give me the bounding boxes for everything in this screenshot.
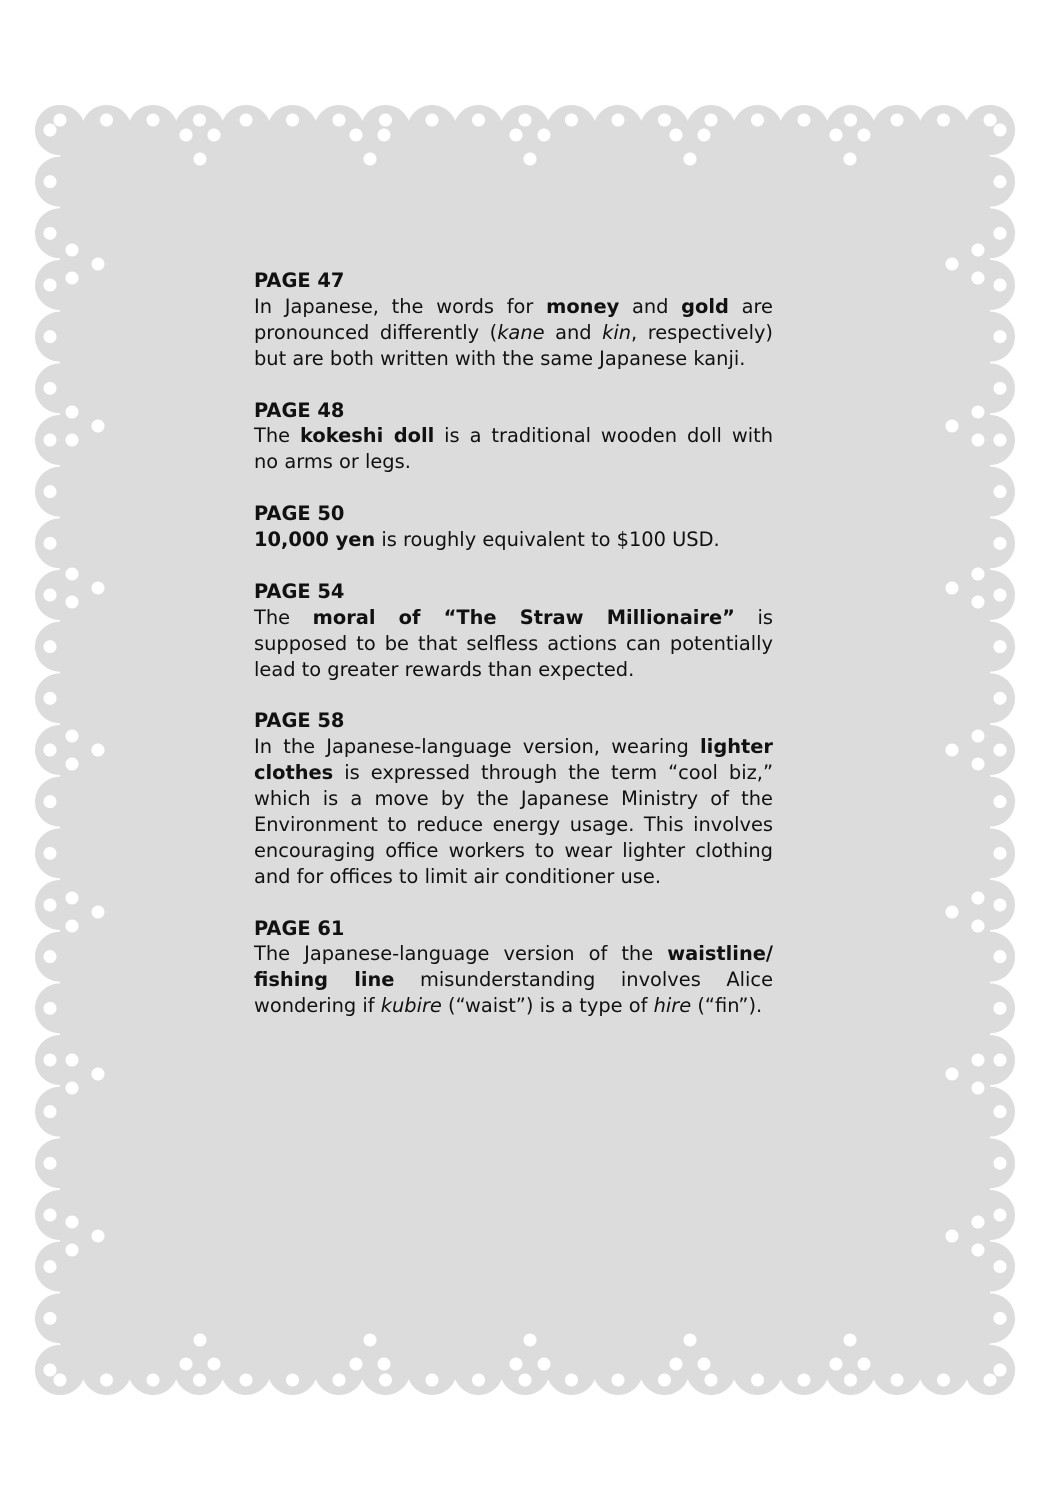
emphasized-term: gold xyxy=(681,294,729,318)
lace-eyelet xyxy=(891,114,904,127)
lace-eyelet xyxy=(66,434,79,447)
lace-eyelet xyxy=(44,1105,57,1118)
note-section xyxy=(254,268,773,372)
lace-scallop xyxy=(35,1345,85,1395)
lace-eyelet xyxy=(994,795,1007,808)
lace-scallop xyxy=(35,880,85,930)
lace-eyelet xyxy=(92,1068,105,1081)
lace-eyelet xyxy=(994,1157,1007,1170)
lace-eyelet xyxy=(891,1374,904,1387)
lace-scallop xyxy=(268,1345,318,1395)
lace-eyelet xyxy=(472,114,485,127)
body-text: misunderstanding involves Alice wondering if xyxy=(254,968,773,1018)
lace-scallop xyxy=(547,1345,597,1395)
lace-eyelet xyxy=(658,114,671,127)
lace-eyelet xyxy=(751,1374,764,1387)
lace-eyelet xyxy=(44,330,57,343)
lace-scallop xyxy=(733,1345,783,1395)
lace-scallop xyxy=(965,518,1015,568)
lace-eyelet xyxy=(364,1334,377,1347)
lace-eyelet xyxy=(44,537,57,550)
lace-eyelet xyxy=(426,114,439,127)
lace-eyelet xyxy=(333,114,346,127)
lace-scallop xyxy=(35,312,85,362)
lace-eyelet xyxy=(66,1216,79,1229)
lace-eyelet xyxy=(66,406,79,419)
lace-scallop xyxy=(35,828,85,878)
lace-scallop xyxy=(640,105,690,155)
lace-eyelet xyxy=(208,129,221,142)
lace-scallop xyxy=(965,880,1015,930)
lace-scallop xyxy=(547,105,597,155)
lace-eyelet xyxy=(937,1374,950,1387)
lace-scallop xyxy=(872,1345,922,1395)
lace-eyelet xyxy=(830,1358,843,1371)
lace-eyelet xyxy=(994,1002,1007,1015)
lace-eyelet xyxy=(44,692,57,705)
lace-eyelet xyxy=(193,114,206,127)
lace-eyelet xyxy=(364,153,377,166)
lace-scallop xyxy=(965,105,1015,155)
lace-eyelet xyxy=(180,1358,193,1371)
lace-scallop xyxy=(965,1190,1015,1240)
note-heading: PAGE 61 xyxy=(254,916,345,940)
lace-scallop xyxy=(593,1345,643,1395)
lace-eyelet xyxy=(994,1054,1007,1067)
lace-eyelet xyxy=(519,1374,532,1387)
lace-scallop xyxy=(965,932,1015,982)
lace-eyelet xyxy=(698,1358,711,1371)
lace-eyelet xyxy=(612,1374,625,1387)
emphasized-term: lighter clothes xyxy=(254,735,773,785)
emphasized-term: 10,000 yen xyxy=(254,528,376,552)
lace-eyelet xyxy=(972,1054,985,1067)
lace-scallop xyxy=(35,1190,85,1240)
note-heading: PAGE 54 xyxy=(254,579,345,603)
emphasized-term: waistline/ fishing line xyxy=(254,942,773,992)
lace-eyelet xyxy=(240,114,253,127)
note-section xyxy=(254,398,773,476)
lace-eyelet xyxy=(378,129,391,142)
lace-eyelet xyxy=(844,153,857,166)
lace-eyelet xyxy=(44,1002,57,1015)
body-text: are pronounced differently ( xyxy=(254,294,773,344)
lace-scallop xyxy=(175,1345,225,1395)
lace-eyelet xyxy=(44,589,57,602)
lace-eyelet xyxy=(830,129,843,142)
lace-eyelet xyxy=(92,744,105,757)
lace-eyelet xyxy=(946,744,959,757)
lace-eyelet xyxy=(994,382,1007,395)
italic-term: kane xyxy=(497,320,545,344)
body-text: , respectively) but are both written with the same Japanese kanji. xyxy=(254,320,773,370)
lace-eyelet xyxy=(798,1374,811,1387)
lace-scallop xyxy=(965,157,1015,207)
lace-eyelet xyxy=(147,114,160,127)
lace-eyelet xyxy=(66,596,79,609)
lace-eyelet xyxy=(194,153,207,166)
lace-eyelet xyxy=(44,899,57,912)
lace-eyelet xyxy=(972,892,985,905)
lace-eyelet xyxy=(286,114,299,127)
lace-eyelet xyxy=(44,795,57,808)
note-section xyxy=(254,916,773,1020)
lace-eyelet xyxy=(972,568,985,581)
lace-scallop xyxy=(407,105,457,155)
lace-eyelet xyxy=(350,1358,363,1371)
lace-eyelet xyxy=(994,330,1007,343)
lace-scallop xyxy=(454,1345,504,1395)
body-text: and xyxy=(544,320,603,344)
lace-scallop xyxy=(779,105,829,155)
lace-eyelet xyxy=(66,1054,79,1067)
body-text: The xyxy=(254,605,313,629)
lace-scallop xyxy=(965,260,1015,310)
lace-eyelet xyxy=(66,1082,79,1095)
lace-eyelet xyxy=(994,1209,1007,1222)
lace-scallop xyxy=(965,622,1015,672)
lace-eyelet xyxy=(658,1374,671,1387)
lace-eyelet xyxy=(972,1216,985,1229)
lace-eyelet xyxy=(66,758,79,771)
lace-eyelet xyxy=(66,920,79,933)
lace-eyelet xyxy=(92,1230,105,1243)
lace-eyelet xyxy=(972,920,985,933)
lace-scallop xyxy=(686,1345,736,1395)
lace-scallop xyxy=(965,363,1015,413)
lace-eyelet xyxy=(972,1244,985,1257)
lace-eyelet xyxy=(378,1358,391,1371)
lace-eyelet xyxy=(66,730,79,743)
lace-scallop xyxy=(35,157,85,207)
lace-eyelet xyxy=(972,730,985,743)
lace-eyelet xyxy=(44,124,57,137)
lace-scallop xyxy=(35,467,85,517)
lace-eyelet xyxy=(66,244,79,257)
lace-eyelet xyxy=(994,537,1007,550)
lace-scallop xyxy=(965,673,1015,723)
lace-eyelet xyxy=(92,258,105,271)
lace-scallop xyxy=(965,828,1015,878)
lace-eyelet xyxy=(44,1364,57,1377)
lace-eyelet xyxy=(44,1260,57,1273)
lace-scallop xyxy=(965,1138,1015,1188)
lace-scallop xyxy=(872,105,922,155)
lace-eyelet xyxy=(984,1374,997,1387)
lace-eyelet xyxy=(379,114,392,127)
body-text: In the Japanese-language version, wearing xyxy=(254,735,701,759)
lace-eyelet xyxy=(54,1374,67,1387)
lace-scallop xyxy=(35,932,85,982)
lace-eyelet xyxy=(972,244,985,257)
note-body xyxy=(254,527,773,553)
lace-scallop xyxy=(35,983,85,1033)
lace-eyelet xyxy=(66,1244,79,1257)
translation-notes xyxy=(254,268,773,1045)
body-text: is roughly equivalent to $100 USD. xyxy=(375,528,720,552)
lace-eyelet xyxy=(44,382,57,395)
lace-scallop xyxy=(35,1138,85,1188)
lace-eyelet xyxy=(994,692,1007,705)
lace-eyelet xyxy=(670,129,683,142)
lace-eyelet xyxy=(684,153,697,166)
note-body xyxy=(254,734,773,889)
lace-eyelet xyxy=(44,175,57,188)
body-text: is supposed to be that selfless actions can potentially lead to greater rewards than expected. xyxy=(254,605,773,681)
lace-eyelet xyxy=(240,1374,253,1387)
lace-eyelet xyxy=(946,1068,959,1081)
note-heading: PAGE 47 xyxy=(254,269,345,292)
lace-scallop xyxy=(35,725,85,775)
lace-scallop xyxy=(779,1345,829,1395)
note-heading: PAGE 58 xyxy=(254,709,345,733)
lace-scallop xyxy=(686,105,736,155)
lace-scallop xyxy=(35,260,85,310)
lace-eyelet xyxy=(972,596,985,609)
lace-eyelet xyxy=(193,1374,206,1387)
lace-scallop xyxy=(407,1345,457,1395)
lace-eyelet xyxy=(147,1374,160,1387)
body-text: is a traditional wooden doll with no arms or legs. xyxy=(254,424,773,474)
lace-eyelet xyxy=(994,227,1007,240)
lace-eyelet xyxy=(44,434,57,447)
lace-eyelet xyxy=(565,114,578,127)
lace-scallop xyxy=(965,725,1015,775)
body-text: (“waist”) is a type of xyxy=(441,994,654,1018)
emphasized-term: money xyxy=(546,294,620,318)
lace-eyelet xyxy=(844,114,857,127)
emphasized-term: kokeshi doll xyxy=(300,424,435,448)
lace-scallop xyxy=(35,570,85,620)
lace-eyelet xyxy=(946,906,959,919)
lace-eyelet xyxy=(994,899,1007,912)
lace-scallop xyxy=(919,105,969,155)
lace-eyelet xyxy=(44,485,57,498)
lace-eyelet xyxy=(684,1334,697,1347)
note-section xyxy=(254,708,773,889)
lace-eyelet xyxy=(858,129,871,142)
lace-scallop xyxy=(128,105,178,155)
lace-eyelet xyxy=(92,420,105,433)
lace-eyelet xyxy=(994,279,1007,292)
lace-scallop xyxy=(268,105,318,155)
lace-eyelet xyxy=(538,1358,551,1371)
lace-eyelet xyxy=(333,1374,346,1387)
note-heading: PAGE 50 xyxy=(254,502,345,526)
lace-eyelet xyxy=(612,114,625,127)
lace-eyelet xyxy=(44,1312,57,1325)
lace-scallop xyxy=(82,1345,132,1395)
lace-eyelet xyxy=(524,1334,537,1347)
lace-eyelet xyxy=(538,129,551,142)
lace-eyelet xyxy=(510,129,523,142)
lace-eyelet xyxy=(194,1334,207,1347)
lace-eyelet xyxy=(972,434,985,447)
lace-eyelet xyxy=(994,1260,1007,1273)
lace-scallop xyxy=(82,105,132,155)
lace-scallop xyxy=(454,105,504,155)
lace-eyelet xyxy=(946,1230,959,1243)
lace-eyelet xyxy=(798,114,811,127)
lace-scallop xyxy=(221,1345,271,1395)
lace-scallop xyxy=(965,983,1015,1033)
lace-eyelet xyxy=(44,227,57,240)
lace-eyelet xyxy=(44,847,57,860)
lace-eyelet xyxy=(100,114,113,127)
lace-scallop xyxy=(593,105,643,155)
lace-eyelet xyxy=(937,114,950,127)
note-body xyxy=(254,605,773,683)
body-text: The xyxy=(254,424,300,448)
lace-scallop xyxy=(640,1345,690,1395)
body-text: and xyxy=(619,294,682,318)
lace-eyelet xyxy=(972,1082,985,1095)
lace-eyelet xyxy=(524,153,537,166)
lace-eyelet xyxy=(984,114,997,127)
lace-eyelet xyxy=(705,1374,718,1387)
lace-scallop xyxy=(826,1345,876,1395)
body-text: In Japanese, the words for xyxy=(254,294,547,318)
lace-eyelet xyxy=(66,892,79,905)
lace-eyelet xyxy=(519,114,532,127)
lace-scallop xyxy=(965,1345,1015,1395)
lace-scallop xyxy=(965,467,1015,517)
lace-eyelet xyxy=(994,1312,1007,1325)
lace-eyelet xyxy=(994,434,1007,447)
note-section xyxy=(254,579,773,683)
note-section xyxy=(254,501,773,553)
lace-eyelet xyxy=(379,1374,392,1387)
body-text: is expressed through the term “cool biz,” which is a move by the Japanese Ministry of the Environment to reduce energy usage. This involves encouraging office workers to wear lighter clothing and for offices to limit air conditioner use. xyxy=(254,761,773,888)
lace-eyelet xyxy=(66,272,79,285)
lace-scallop xyxy=(965,1293,1015,1343)
note-body xyxy=(254,423,773,475)
lace-eyelet xyxy=(994,950,1007,963)
lace-eyelet xyxy=(994,640,1007,653)
lace-scallop xyxy=(35,105,85,155)
lace-eyelet xyxy=(972,758,985,771)
note-body xyxy=(254,294,773,372)
lace-eyelet xyxy=(844,1374,857,1387)
lace-scallop xyxy=(35,673,85,723)
italic-term: kin xyxy=(602,320,631,344)
lace-eyelet xyxy=(972,406,985,419)
lace-eyelet xyxy=(994,175,1007,188)
lace-eyelet xyxy=(426,1374,439,1387)
emphasized-term: moral of “The Straw Millionaire” xyxy=(312,605,735,629)
lace-eyelet xyxy=(858,1358,871,1371)
lace-eyelet xyxy=(972,272,985,285)
lace-scallop xyxy=(965,570,1015,620)
lace-eyelet xyxy=(946,258,959,271)
lace-eyelet xyxy=(44,744,57,757)
lace-eyelet xyxy=(92,906,105,919)
lace-eyelet xyxy=(472,1374,485,1387)
lace-eyelet xyxy=(44,950,57,963)
lace-eyelet xyxy=(946,420,959,433)
lace-eyelet xyxy=(994,124,1007,137)
lace-eyelet xyxy=(92,582,105,595)
lace-eyelet xyxy=(565,1374,578,1387)
lace-scallop xyxy=(965,777,1015,827)
lace-eyelet xyxy=(44,1054,57,1067)
lace-eyelet xyxy=(994,589,1007,602)
italic-term: hire xyxy=(653,994,692,1018)
lace-scallop xyxy=(733,105,783,155)
lace-scallop xyxy=(965,312,1015,362)
lace-eyelet xyxy=(54,114,67,127)
lace-eyelet xyxy=(44,1209,57,1222)
body-text: The Japanese-language version of the xyxy=(254,942,668,966)
lace-eyelet xyxy=(994,744,1007,757)
lace-eyelet xyxy=(510,1358,523,1371)
lace-eyelet xyxy=(751,114,764,127)
lace-eyelet xyxy=(705,114,718,127)
lace-scallop xyxy=(35,1293,85,1343)
lace-eyelet xyxy=(44,279,57,292)
lace-eyelet xyxy=(994,485,1007,498)
lace-eyelet xyxy=(44,1157,57,1170)
lace-eyelet xyxy=(946,582,959,595)
note-heading: PAGE 48 xyxy=(254,398,345,422)
lace-scallop xyxy=(35,622,85,672)
lace-eyelet xyxy=(670,1358,683,1371)
lace-scallop xyxy=(128,1345,178,1395)
lace-eyelet xyxy=(208,1358,221,1371)
lace-eyelet xyxy=(994,1105,1007,1118)
lace-scallop xyxy=(919,1345,969,1395)
lace-eyelet xyxy=(994,1364,1007,1377)
lace-eyelet xyxy=(66,568,79,581)
lace-scallop xyxy=(35,777,85,827)
lace-eyelet xyxy=(698,129,711,142)
lace-scallop xyxy=(221,105,271,155)
lace-eyelet xyxy=(44,640,57,653)
note-body xyxy=(254,941,773,1019)
body-text: (“fin”). xyxy=(691,994,763,1018)
lace-eyelet xyxy=(180,129,193,142)
lace-eyelet xyxy=(100,1374,113,1387)
lace-eyelet xyxy=(350,129,363,142)
lace-eyelet xyxy=(286,1374,299,1387)
lace-eyelet xyxy=(994,847,1007,860)
lace-scallop xyxy=(35,518,85,568)
lace-eyelet xyxy=(844,1334,857,1347)
italic-term: kubire xyxy=(380,994,442,1018)
lace-scallop xyxy=(35,1087,85,1137)
lace-scallop xyxy=(35,363,85,413)
lace-scallop xyxy=(965,1087,1015,1137)
